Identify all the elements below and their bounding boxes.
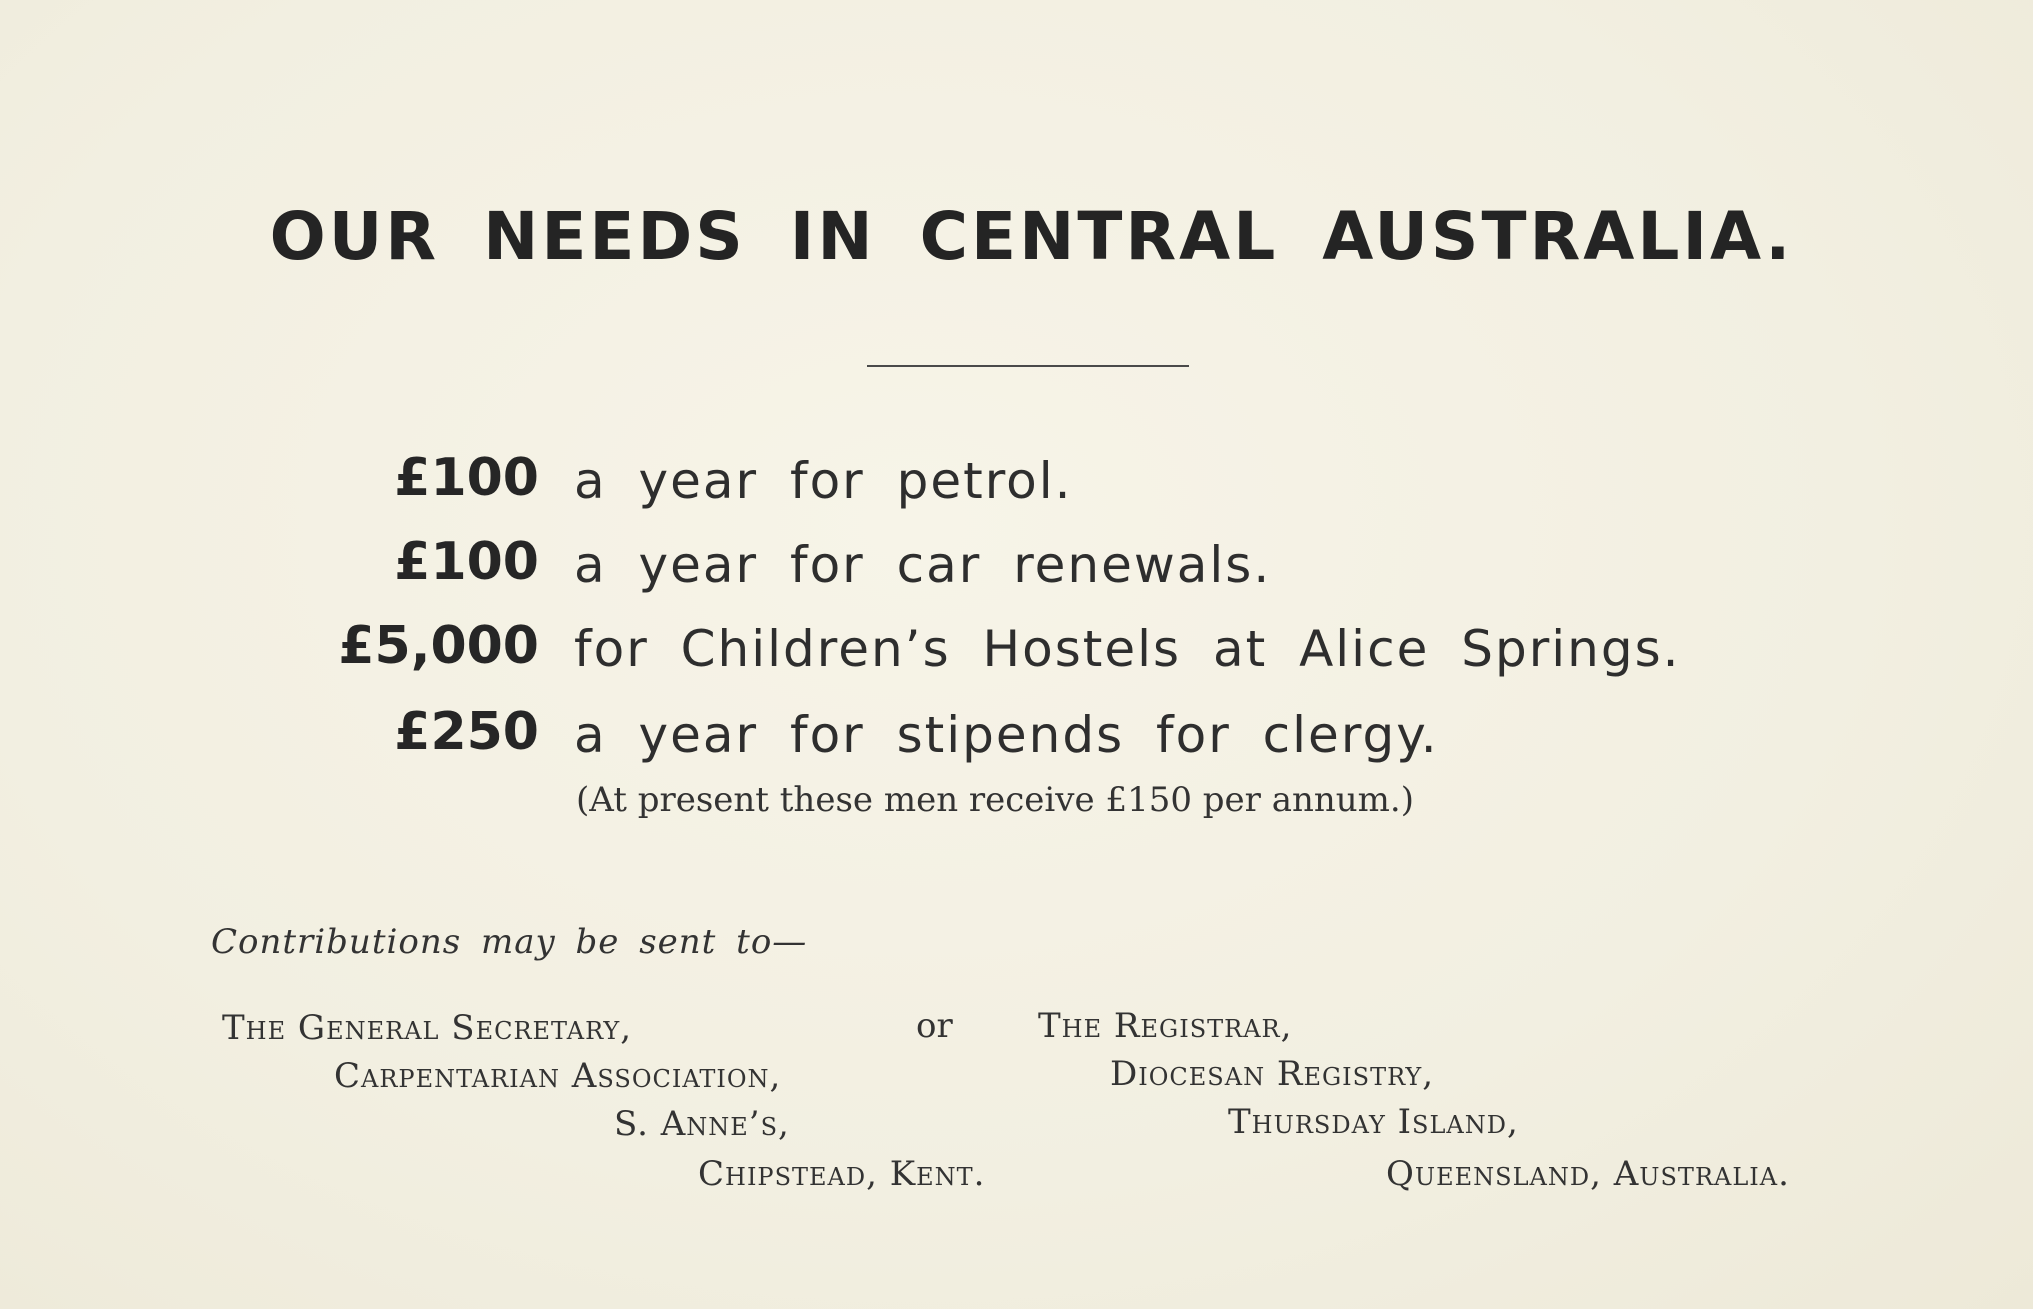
address-separator: or [916,1006,953,1046]
need-amount: £250 [394,702,539,762]
need-amount: £5,000 [338,616,539,676]
address-uk-line: S. Anne’s, [614,1104,790,1144]
stipend-note: (At present these men receive £150 per annum.) [576,780,1414,820]
need-item [0,532,2033,612]
need-description: a year for stipends for clergy. [574,706,1439,764]
need-description: for Children’s Hostels at Alice Springs. [574,620,1681,678]
need-description: a year for petrol. [574,452,1073,510]
need-description: a year for car renewals. [574,536,1272,594]
need-amount: £100 [394,532,539,592]
address-au-line: Diocesan Registry, [1110,1054,1435,1094]
page-title: OUR NEEDS IN CENTRAL AUSTRALIA. [269,198,1794,275]
address-au-line: Thursday Island, [1228,1102,1519,1142]
need-item [0,702,2033,782]
contributions-intro: Contributions may be sent to— [211,922,808,962]
need-amount: £100 [394,448,539,508]
need-item [0,616,2033,696]
address-au-line: The Registrar, [1038,1006,1293,1046]
address-au-line: Queensland, Australia. [1386,1154,1790,1194]
address-uk-line: Chipstead, Kent. [698,1154,986,1194]
address-uk-line: Carpentarian Association, [334,1056,782,1096]
need-item [0,448,2033,528]
title-divider [867,365,1189,367]
address-uk-line: The General Secretary, [222,1008,633,1048]
